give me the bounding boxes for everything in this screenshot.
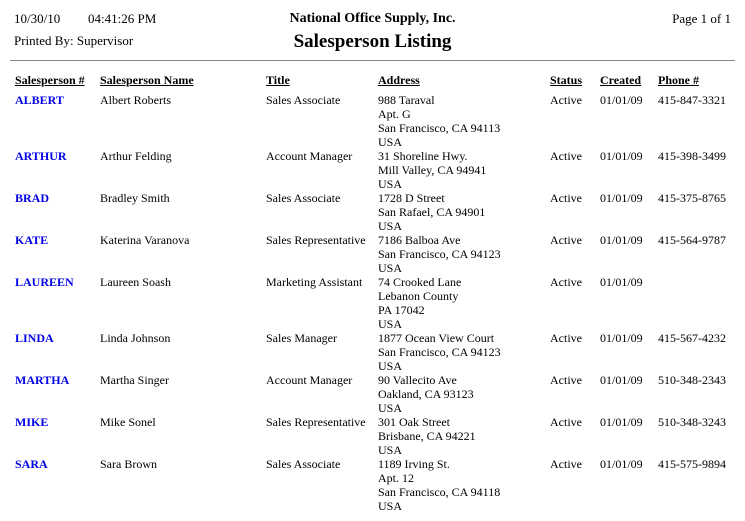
- salesperson-title: Sales Manager: [266, 331, 337, 345]
- address-line: Oakland, CA 93123: [378, 387, 474, 401]
- table-row: [15, 93, 731, 149]
- salesperson-code[interactable]: BRAD: [15, 191, 50, 205]
- salesperson-name: Sara Brown: [100, 457, 157, 471]
- table-row: [15, 233, 731, 275]
- salesperson-phone: 415-375-8765: [658, 191, 726, 205]
- salesperson-status: Active: [550, 93, 582, 107]
- address-line: San Francisco, CA 94123: [378, 345, 501, 359]
- address-line: 1877 Ocean View Court: [378, 331, 495, 345]
- salesperson-code[interactable]: LAUREEN: [15, 275, 74, 289]
- table-header-row: [15, 73, 731, 93]
- salesperson-address: [378, 149, 550, 191]
- address-line: 1728 D Street: [378, 191, 445, 205]
- address-line: USA: [378, 177, 403, 191]
- printed-date: 10/30/10: [14, 11, 61, 26]
- salesperson-title: Sales Representative: [266, 415, 366, 429]
- salesperson-address: [378, 331, 550, 373]
- salesperson-name: Laureen Soash: [100, 275, 171, 289]
- salesperson-status: Active: [550, 233, 582, 247]
- salesperson-address: [378, 373, 550, 415]
- column-header-title: Title: [266, 73, 290, 87]
- column-header-phone: Phone #: [658, 73, 700, 87]
- salesperson-phone: 510-348-2343: [658, 373, 726, 387]
- address-line: San Francisco, CA 94118: [378, 485, 501, 499]
- address-line: USA: [378, 219, 403, 233]
- salesperson-title: Marketing Assistant: [266, 275, 363, 289]
- salesperson-code[interactable]: MARTHA: [15, 373, 70, 387]
- salesperson-name: Martha Singer: [100, 373, 169, 387]
- salesperson-status: Active: [550, 191, 582, 205]
- column-header-salesperson-name: Salesperson Name: [100, 73, 194, 87]
- table-row: [15, 191, 731, 233]
- salesperson-status: Active: [550, 149, 582, 163]
- column-header-status: Status: [550, 73, 583, 87]
- salesperson-code[interactable]: LINDA: [15, 331, 54, 345]
- salesperson-phone: 415-575-9894: [658, 457, 726, 471]
- address-line: USA: [378, 135, 403, 149]
- header-divider: [10, 60, 735, 61]
- salesperson-address: [378, 191, 550, 233]
- printed-time: 04:41:26 PM: [88, 11, 157, 26]
- address-line: San Francisco, CA 94113: [378, 121, 501, 135]
- address-line: Apt. G: [378, 107, 411, 121]
- salesperson-created-date: 01/01/09: [600, 457, 643, 471]
- address-line: San Rafael, CA 94901: [378, 205, 486, 219]
- salesperson-name: Arthur Felding: [100, 149, 172, 163]
- report-title: Salesperson Listing: [293, 31, 452, 52]
- address-line: 988 Taraval: [378, 93, 435, 107]
- salesperson-table: [15, 73, 731, 513]
- page-indicator: Page 1 of 1: [672, 11, 731, 26]
- salesperson-code[interactable]: KATE: [15, 233, 49, 247]
- salesperson-created-date: 01/01/09: [600, 191, 643, 205]
- salesperson-status: Active: [550, 373, 582, 387]
- salesperson-status: Active: [550, 331, 582, 345]
- table-row: [15, 331, 731, 373]
- address-line: 301 Oak Street: [378, 415, 450, 429]
- address-line: 31 Shoreline Hwy.: [378, 149, 468, 163]
- address-line: 1189 Irving St.: [378, 457, 450, 471]
- salesperson-address: [378, 93, 550, 149]
- salesperson-code[interactable]: ARTHUR: [15, 149, 67, 163]
- salesperson-status: Active: [550, 457, 582, 471]
- table-row: [15, 275, 731, 331]
- salesperson-name: Bradley Smith: [100, 191, 170, 205]
- address-line: Mill Valley, CA 94941: [378, 163, 487, 177]
- table-row: [15, 415, 731, 457]
- salesperson-title: Sales Associate: [266, 93, 341, 107]
- address-line: PA 17042: [378, 303, 425, 317]
- salesperson-created-date: 01/01/09: [600, 331, 643, 345]
- address-line: USA: [378, 317, 403, 331]
- address-line: USA: [378, 443, 403, 457]
- table-row: [15, 149, 731, 191]
- salesperson-phone: 510-348-3243: [658, 415, 726, 429]
- salesperson-phone: 415-567-4232: [658, 331, 726, 345]
- salesperson-code[interactable]: MIKE: [15, 415, 49, 429]
- table-row: [15, 373, 731, 415]
- salesperson-created-date: 01/01/09: [600, 275, 643, 289]
- address-line: USA: [378, 261, 403, 275]
- salesperson-phone: 415-564-9787: [658, 233, 726, 247]
- salesperson-name: Albert Roberts: [100, 93, 171, 107]
- salesperson-created-date: 01/01/09: [600, 373, 643, 387]
- salesperson-created-date: 01/01/09: [600, 93, 643, 107]
- salesperson-title: Sales Representative: [266, 233, 366, 247]
- address-line: 90 Vallecito Ave: [378, 373, 457, 387]
- address-line: San Francisco, CA 94123: [378, 247, 501, 261]
- salesperson-phone: 415-398-3499: [658, 149, 726, 163]
- table-row: [15, 457, 731, 513]
- salesperson-status: Active: [550, 415, 582, 429]
- address-line: Lebanon County: [378, 289, 459, 303]
- salesperson-name: Katerina Varanova: [100, 233, 190, 247]
- salesperson-title: Account Manager: [266, 149, 353, 163]
- company-name: National Office Supply, Inc.: [289, 11, 456, 26]
- salesperson-title: Account Manager: [266, 373, 353, 387]
- address-line: USA: [378, 359, 403, 373]
- salesperson-code[interactable]: SARA: [15, 457, 48, 471]
- salesperson-created-date: 01/01/09: [600, 233, 643, 247]
- salesperson-phone: 415-847-3321: [658, 93, 726, 107]
- column-header-address: Address: [378, 73, 420, 87]
- salesperson-code[interactable]: ALBERT: [15, 93, 64, 107]
- salesperson-address: [378, 415, 550, 457]
- printed-by: Printed By: Supervisor: [14, 33, 134, 48]
- address-line: 74 Crooked Lane: [378, 275, 462, 289]
- salesperson-title: Sales Associate: [266, 191, 341, 205]
- salesperson-address: [378, 275, 550, 331]
- salesperson-created-date: 01/01/09: [600, 415, 643, 429]
- address-line: 7186 Balboa Ave: [378, 233, 461, 247]
- salesperson-address: [378, 457, 550, 513]
- salesperson-created-date: 01/01/09: [600, 149, 643, 163]
- column-header-salesperson-number: Salesperson #: [15, 73, 85, 87]
- salesperson-title: Sales Associate: [266, 457, 341, 471]
- salesperson-table-body: [15, 93, 731, 513]
- address-line: Apt. 12: [378, 471, 414, 485]
- address-line: USA: [378, 401, 403, 415]
- salesperson-status: Active: [550, 275, 582, 289]
- salesperson-name: Mike Sonel: [100, 415, 156, 429]
- address-line: Brisbane, CA 94221: [378, 429, 476, 443]
- address-line: USA: [378, 499, 403, 513]
- salesperson-address: [378, 233, 550, 275]
- column-header-created: Created: [600, 73, 642, 87]
- salesperson-name: Linda Johnson: [100, 331, 171, 345]
